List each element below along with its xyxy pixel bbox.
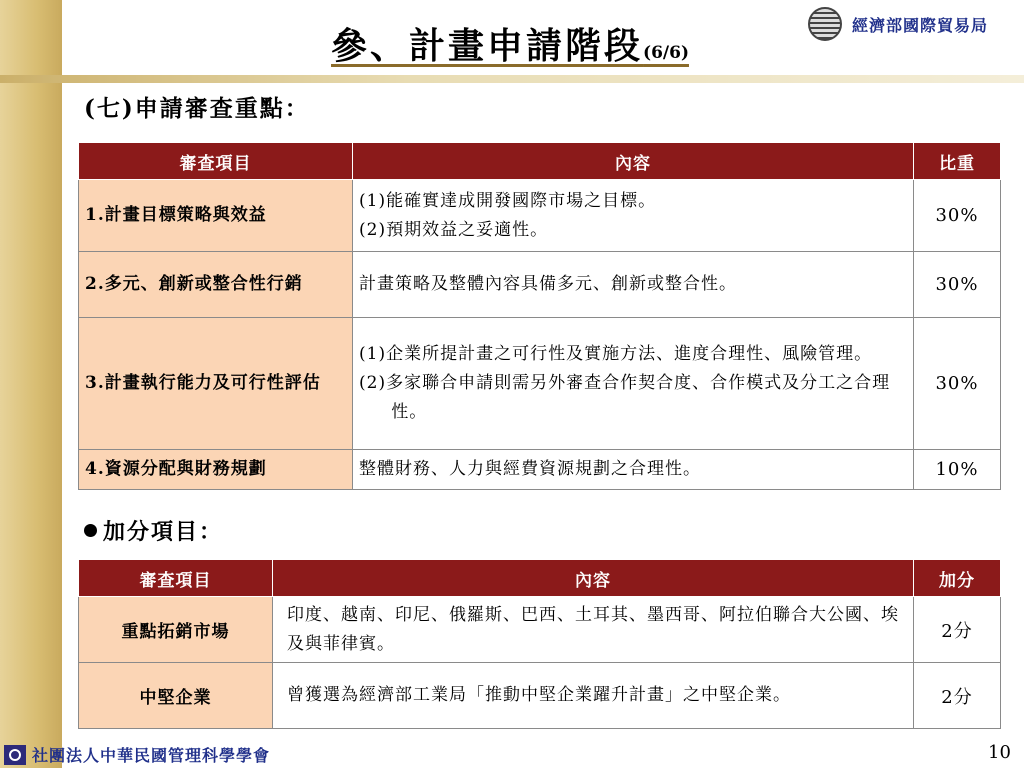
- table-row: [79, 450, 1001, 490]
- column-header: 加分: [914, 560, 1001, 597]
- bonus-heading-text: 加分項目：: [103, 519, 224, 545]
- org-logo-icon: [4, 745, 26, 765]
- criteria-item: 4.資源分配與財務規劃: [79, 450, 353, 490]
- criteria-item: 1.計畫目標策略與效益: [79, 180, 353, 252]
- bonus-content: 印度、越南、印尼、俄羅斯、巴西、土耳其、墨西哥、阿拉伯聯合大公國、埃及與菲律賓。: [273, 597, 914, 663]
- table-row: [79, 663, 1001, 729]
- criteria-content: (1)企業所提計畫之可行性及實施方法、進度合理性、風險管理。 (2)多家聯合申請則需另外審查合作契合度、合作模式及分工之合理性。: [353, 318, 914, 450]
- table-row: [79, 180, 1001, 252]
- criteria-item: 2.多元、創新或整合性行銷: [79, 252, 353, 318]
- bonus-content: 曾獲選為經濟部工業局「推動中堅企業躍升計畫」之中堅企業。: [273, 663, 914, 729]
- table-row: [79, 318, 1001, 450]
- org-name: 經濟部國際貿易局: [852, 15, 989, 35]
- column-header: 內容: [273, 560, 914, 597]
- decorative-sidebar: [0, 0, 62, 768]
- criteria-weight: 30%: [914, 252, 1001, 318]
- footer-org: [4, 743, 270, 766]
- title-divider: [0, 75, 1024, 83]
- column-header: 比重: [914, 143, 1001, 180]
- column-header: 審查項目: [79, 560, 273, 597]
- bonus-item: 重點拓銷市場: [79, 597, 273, 663]
- criteria-item: 3.計畫執行能力及可行性評估: [79, 318, 353, 450]
- table-header-row: [79, 143, 1001, 180]
- section-heading: (七)申請審查重點：: [84, 95, 310, 122]
- criteria-content: (1)能確實達成開發國際市場之目標。 (2)預期效益之妥適性。: [353, 180, 914, 252]
- criteria-weight: 30%: [914, 318, 1001, 450]
- bonus-points-table: [78, 559, 1001, 729]
- criteria-weight: 30%: [914, 180, 1001, 252]
- bonus-heading: [84, 515, 223, 546]
- page-number: 10: [988, 742, 1011, 763]
- table-header-row: [79, 560, 1001, 597]
- globe-icon: [808, 7, 842, 41]
- bonus-points: 2分: [914, 597, 1001, 663]
- footer-org-name: 社團法人中華民國管理科學學會: [32, 746, 271, 765]
- bonus-points: 2分: [914, 663, 1001, 729]
- bonus-item: 中堅企業: [79, 663, 273, 729]
- criteria-content: 整體財務、人力與經費資源規劃之合理性。: [353, 450, 914, 490]
- table-row: [79, 252, 1001, 318]
- column-header: 內容: [353, 143, 914, 180]
- page-title: 參、計畫申請階段(6/6): [331, 25, 689, 67]
- bullet-icon: [84, 524, 97, 537]
- table-row: [79, 597, 1001, 663]
- criteria-weight: 10%: [914, 450, 1001, 490]
- review-criteria-table: [78, 142, 1001, 490]
- org-brand: [808, 8, 988, 40]
- column-header: 審查項目: [79, 143, 353, 180]
- criteria-content: 計畫策略及整體內容具備多元、創新或整合性。: [353, 252, 914, 318]
